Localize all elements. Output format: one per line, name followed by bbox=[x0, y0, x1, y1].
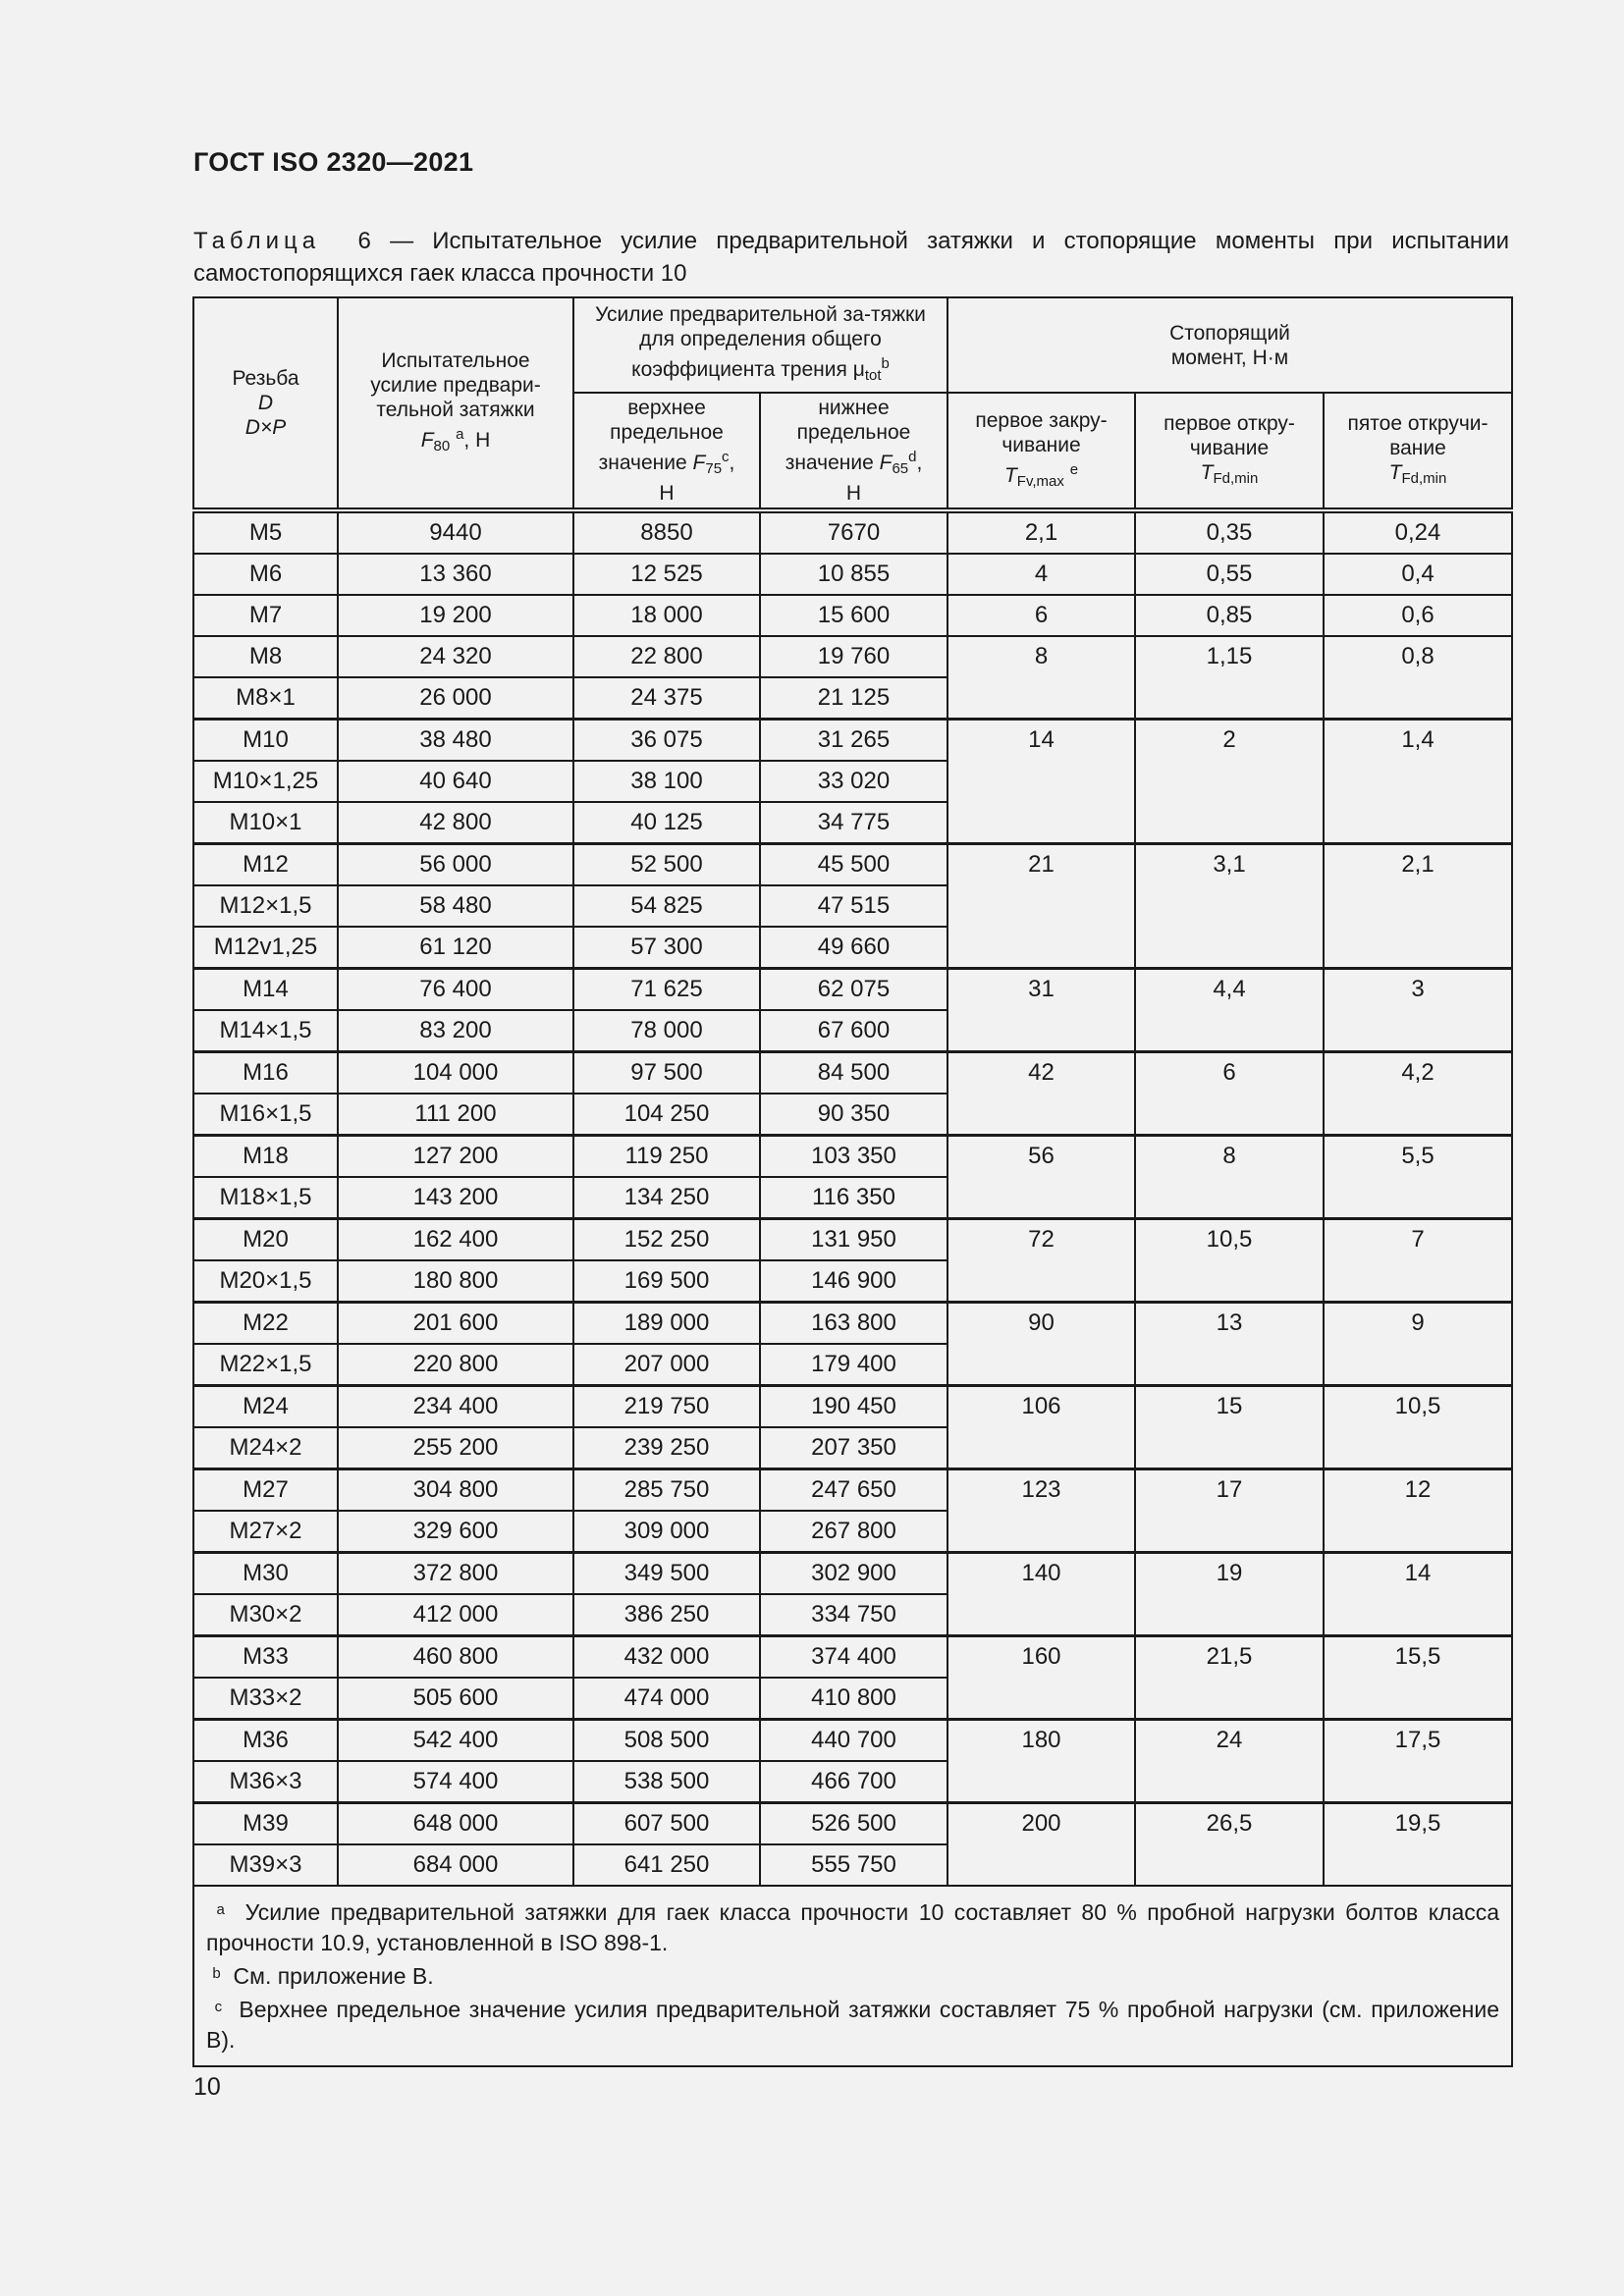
cell-thread: M10×1 bbox=[193, 802, 338, 844]
cell-thread: M24×2 bbox=[193, 1427, 338, 1469]
cell-upper-limit: 189 000 bbox=[573, 1303, 760, 1345]
cell-first-tightening: 180 bbox=[947, 1720, 1135, 1803]
cell-thread: M8×1 bbox=[193, 677, 338, 720]
table-row bbox=[193, 636, 1512, 677]
cell-lower-limit: 163 800 bbox=[760, 1303, 947, 1345]
cell-upper-limit: 119 250 bbox=[573, 1136, 760, 1178]
cell-test-force: 26 000 bbox=[338, 677, 573, 720]
cell-first-tightening: 31 bbox=[947, 969, 1135, 1052]
table-body bbox=[193, 510, 1512, 1886]
cell-first-tightening: 14 bbox=[947, 720, 1135, 844]
cell-test-force: 505 600 bbox=[338, 1678, 573, 1720]
cell-upper-limit: 386 250 bbox=[573, 1594, 760, 1636]
note-a: $^a$ Усилие предварительной затяжки для гаек класса прочности 10 составляет 80 % пробной нагрузки болтов класса прочности 10.9, установленной в ISO 898-1. bbox=[206, 1899, 1500, 1955]
cell-upper-limit: 432 000 bbox=[573, 1636, 760, 1679]
cell-test-force: 143 200 bbox=[338, 1177, 573, 1219]
cell-first-loosening: 0,85 bbox=[1135, 595, 1324, 636]
cell-thread: M12 bbox=[193, 844, 338, 886]
header-thread: Резьба D D×P bbox=[193, 297, 338, 510]
cell-test-force: 40 640 bbox=[338, 761, 573, 802]
cell-lower-limit: 526 500 bbox=[760, 1803, 947, 1845]
cell-upper-limit: 104 250 bbox=[573, 1094, 760, 1136]
table-row bbox=[193, 1553, 1512, 1595]
cell-thread: M20×1,5 bbox=[193, 1260, 338, 1303]
cell-thread: M6 bbox=[193, 554, 338, 595]
cell-thread: M12×1,5 bbox=[193, 885, 338, 927]
cell-thread: M22 bbox=[193, 1303, 338, 1345]
cell-fifth-loosening: 0,4 bbox=[1324, 554, 1512, 595]
cell-lower-limit: 207 350 bbox=[760, 1427, 947, 1469]
cell-upper-limit: 71 625 bbox=[573, 969, 760, 1011]
cell-thread: M14 bbox=[193, 969, 338, 1011]
document-id: ГОСТ ISO 2320—2021 bbox=[193, 147, 474, 177]
cell-upper-limit: 152 250 bbox=[573, 1219, 760, 1261]
cell-test-force: 329 600 bbox=[338, 1511, 573, 1553]
cell-first-loosening: 0,35 bbox=[1135, 510, 1324, 554]
cell-first-loosening: 4,4 bbox=[1135, 969, 1324, 1052]
cell-thread: M10 bbox=[193, 720, 338, 762]
cell-test-force: 201 600 bbox=[338, 1303, 573, 1345]
table-row bbox=[193, 1303, 1512, 1345]
cell-thread: M39×3 bbox=[193, 1844, 338, 1886]
cell-upper-limit: 219 750 bbox=[573, 1386, 760, 1428]
cell-lower-limit: 7670 bbox=[760, 510, 947, 554]
cell-test-force: 574 400 bbox=[338, 1761, 573, 1803]
cell-test-force: 42 800 bbox=[338, 802, 573, 844]
table-caption bbox=[193, 225, 1509, 290]
cell-upper-limit: 52 500 bbox=[573, 844, 760, 886]
cell-lower-limit: 179 400 bbox=[760, 1344, 947, 1386]
cell-fifth-loosening: 15,5 bbox=[1324, 1636, 1512, 1720]
cell-upper-limit: 207 000 bbox=[573, 1344, 760, 1386]
cell-test-force: 412 000 bbox=[338, 1594, 573, 1636]
cell-fifth-loosening: 0,24 bbox=[1324, 510, 1512, 554]
cell-thread: M36 bbox=[193, 1720, 338, 1762]
cell-test-force: 24 320 bbox=[338, 636, 573, 677]
cell-lower-limit: 33 020 bbox=[760, 761, 947, 802]
cell-upper-limit: 97 500 bbox=[573, 1052, 760, 1095]
cell-upper-limit: 22 800 bbox=[573, 636, 760, 677]
cell-first-tightening: 200 bbox=[947, 1803, 1135, 1887]
cell-lower-limit: 267 800 bbox=[760, 1511, 947, 1553]
cell-test-force: 38 480 bbox=[338, 720, 573, 762]
table-row bbox=[193, 510, 1512, 554]
table-row bbox=[193, 554, 1512, 595]
cell-lower-limit: 21 125 bbox=[760, 677, 947, 720]
cell-lower-limit: 47 515 bbox=[760, 885, 947, 927]
cell-lower-limit: 190 450 bbox=[760, 1386, 947, 1428]
cell-lower-limit: 49 660 bbox=[760, 927, 947, 969]
cell-first-loosening: 24 bbox=[1135, 1720, 1324, 1803]
cell-thread: M14×1,5 bbox=[193, 1010, 338, 1052]
cell-thread: M30×2 bbox=[193, 1594, 338, 1636]
page-number: 10 bbox=[193, 2073, 221, 2101]
cell-first-tightening: 140 bbox=[947, 1553, 1135, 1636]
note-c: $^c$ Верхнее предельное значение усилия предварительной затяжки составляет 75 % пробной нагрузки (см. приложение В). bbox=[206, 1997, 1500, 2053]
cell-upper-limit: 36 075 bbox=[573, 720, 760, 762]
table-notes bbox=[193, 1886, 1512, 2066]
header-lower-limit: нижнее предельное значение $F_{65}^d$, Н bbox=[760, 393, 947, 510]
cell-first-tightening: 106 bbox=[947, 1386, 1135, 1469]
cell-first-loosening: 17 bbox=[1135, 1469, 1324, 1553]
header-test-force: Испытательное усилие предвари-тельной затяжки $F_{80}$ $^a$, Н bbox=[338, 297, 573, 510]
header-upper-limit: верхнее предельное значение $F_{75}^c$, Н bbox=[573, 393, 760, 510]
cell-first-tightening: 42 bbox=[947, 1052, 1135, 1136]
cell-lower-limit: 103 350 bbox=[760, 1136, 947, 1178]
table-row bbox=[193, 1469, 1512, 1512]
cell-thread: M18×1,5 bbox=[193, 1177, 338, 1219]
cell-test-force: 162 400 bbox=[338, 1219, 573, 1261]
cell-test-force: 684 000 bbox=[338, 1844, 573, 1886]
cell-first-tightening: 72 bbox=[947, 1219, 1135, 1303]
cell-fifth-loosening: 9 bbox=[1324, 1303, 1512, 1386]
cell-first-tightening: 8 bbox=[947, 636, 1135, 720]
header-fifth-loosening: пятое откручи-вание $T_{Fd,min}$ bbox=[1324, 393, 1512, 510]
cell-thread: M20 bbox=[193, 1219, 338, 1261]
cell-upper-limit: 349 500 bbox=[573, 1553, 760, 1595]
cell-test-force: 61 120 bbox=[338, 927, 573, 969]
cell-lower-limit: 90 350 bbox=[760, 1094, 947, 1136]
cell-first-loosening: 1,15 bbox=[1135, 636, 1324, 720]
cell-upper-limit: 57 300 bbox=[573, 927, 760, 969]
cell-lower-limit: 34 775 bbox=[760, 802, 947, 844]
cell-first-loosening: 0,55 bbox=[1135, 554, 1324, 595]
cell-upper-limit: 508 500 bbox=[573, 1720, 760, 1762]
note-b: $^b$ См. приложение В. bbox=[212, 1963, 434, 1989]
cell-thread: M24 bbox=[193, 1386, 338, 1428]
caption-label: Таблица bbox=[193, 228, 321, 254]
cell-test-force: 255 200 bbox=[338, 1427, 573, 1469]
cell-first-loosening: 15 bbox=[1135, 1386, 1324, 1469]
cell-test-force: 180 800 bbox=[338, 1260, 573, 1303]
caption-text: 6 — Испытательное усилие предварительной затяжки и стопорящие моменты при испытании самостопорящихся гаек класса прочности 10 bbox=[193, 228, 1509, 287]
cell-first-loosening: 6 bbox=[1135, 1052, 1324, 1136]
cell-first-loosening: 26,5 bbox=[1135, 1803, 1324, 1887]
cell-lower-limit: 555 750 bbox=[760, 1844, 947, 1886]
cell-lower-limit: 31 265 bbox=[760, 720, 947, 762]
cell-lower-limit: 440 700 bbox=[760, 1720, 947, 1762]
cell-upper-limit: 18 000 bbox=[573, 595, 760, 636]
cell-fifth-loosening: 0,8 bbox=[1324, 636, 1512, 720]
cell-test-force: 234 400 bbox=[338, 1386, 573, 1428]
cell-upper-limit: 607 500 bbox=[573, 1803, 760, 1845]
cell-lower-limit: 334 750 bbox=[760, 1594, 947, 1636]
cell-lower-limit: 67 600 bbox=[760, 1010, 947, 1052]
cell-fifth-loosening: 1,4 bbox=[1324, 720, 1512, 844]
table-row bbox=[193, 1219, 1512, 1261]
cell-upper-limit: 8850 bbox=[573, 510, 760, 554]
cell-thread: M18 bbox=[193, 1136, 338, 1178]
cell-fifth-loosening: 10,5 bbox=[1324, 1386, 1512, 1469]
header-preload-group: Усилие предварительной за-тяжки для определения общего коэффициента трения $\mu_{tot}^b$ bbox=[573, 297, 947, 393]
cell-upper-limit: 641 250 bbox=[573, 1844, 760, 1886]
cell-first-loosening: 21,5 bbox=[1135, 1636, 1324, 1720]
cell-test-force: 13 360 bbox=[338, 554, 573, 595]
cell-upper-limit: 538 500 bbox=[573, 1761, 760, 1803]
cell-upper-limit: 38 100 bbox=[573, 761, 760, 802]
cell-fifth-loosening: 7 bbox=[1324, 1219, 1512, 1303]
table-row bbox=[193, 1052, 1512, 1095]
cell-thread: M33 bbox=[193, 1636, 338, 1679]
cell-test-force: 56 000 bbox=[338, 844, 573, 886]
cell-first-tightening: 6 bbox=[947, 595, 1135, 636]
cell-test-force: 220 800 bbox=[338, 1344, 573, 1386]
cell-thread: M10×1,25 bbox=[193, 761, 338, 802]
cell-fifth-loosening: 0,6 bbox=[1324, 595, 1512, 636]
cell-lower-limit: 10 855 bbox=[760, 554, 947, 595]
cell-first-loosening: 8 bbox=[1135, 1136, 1324, 1219]
cell-upper-limit: 309 000 bbox=[573, 1511, 760, 1553]
cell-upper-limit: 24 375 bbox=[573, 677, 760, 720]
cell-first-tightening: 90 bbox=[947, 1303, 1135, 1386]
cell-test-force: 76 400 bbox=[338, 969, 573, 1011]
cell-lower-limit: 15 600 bbox=[760, 595, 947, 636]
cell-thread: M22×1,5 bbox=[193, 1344, 338, 1386]
cell-lower-limit: 146 900 bbox=[760, 1260, 947, 1303]
table-row bbox=[193, 844, 1512, 886]
table-row bbox=[193, 720, 1512, 762]
cell-first-tightening: 21 bbox=[947, 844, 1135, 969]
cell-upper-limit: 239 250 bbox=[573, 1427, 760, 1469]
cell-upper-limit: 40 125 bbox=[573, 802, 760, 844]
cell-first-loosening: 13 bbox=[1135, 1303, 1324, 1386]
cell-lower-limit: 131 950 bbox=[760, 1219, 947, 1261]
cell-fifth-loosening: 17,5 bbox=[1324, 1720, 1512, 1803]
table-row bbox=[193, 1803, 1512, 1845]
table-row bbox=[193, 595, 1512, 636]
cell-test-force: 648 000 bbox=[338, 1803, 573, 1845]
cell-thread: M16 bbox=[193, 1052, 338, 1095]
cell-first-loosening: 19 bbox=[1135, 1553, 1324, 1636]
cell-first-loosening: 2 bbox=[1135, 720, 1324, 844]
torque-table bbox=[192, 296, 1513, 2067]
cell-test-force: 104 000 bbox=[338, 1052, 573, 1095]
cell-thread: M16×1,5 bbox=[193, 1094, 338, 1136]
cell-thread: M33×2 bbox=[193, 1678, 338, 1720]
cell-fifth-loosening: 5,5 bbox=[1324, 1136, 1512, 1219]
cell-first-tightening: 160 bbox=[947, 1636, 1135, 1720]
cell-first-loosening: 3,1 bbox=[1135, 844, 1324, 969]
cell-fifth-loosening: 4,2 bbox=[1324, 1052, 1512, 1136]
cell-upper-limit: 474 000 bbox=[573, 1678, 760, 1720]
cell-thread: M36×3 bbox=[193, 1761, 338, 1803]
cell-upper-limit: 285 750 bbox=[573, 1469, 760, 1512]
cell-test-force: 127 200 bbox=[338, 1136, 573, 1178]
cell-first-tightening: 123 bbox=[947, 1469, 1135, 1553]
cell-lower-limit: 247 650 bbox=[760, 1469, 947, 1512]
cell-test-force: 58 480 bbox=[338, 885, 573, 927]
cell-lower-limit: 374 400 bbox=[760, 1636, 947, 1679]
cell-lower-limit: 19 760 bbox=[760, 636, 947, 677]
cell-test-force: 542 400 bbox=[338, 1720, 573, 1762]
table-row bbox=[193, 1720, 1512, 1762]
table-row bbox=[193, 1636, 1512, 1679]
cell-lower-limit: 84 500 bbox=[760, 1052, 947, 1095]
header-first-tightening: первое закру-чивание $T_{Fv,max}$ $^e$ bbox=[947, 393, 1135, 510]
cell-thread: M7 bbox=[193, 595, 338, 636]
cell-lower-limit: 410 800 bbox=[760, 1678, 947, 1720]
cell-thread: M39 bbox=[193, 1803, 338, 1845]
cell-fifth-loosening: 3 bbox=[1324, 969, 1512, 1052]
cell-first-tightening: 56 bbox=[947, 1136, 1135, 1219]
cell-lower-limit: 62 075 bbox=[760, 969, 947, 1011]
table-row bbox=[193, 969, 1512, 1011]
cell-lower-limit: 466 700 bbox=[760, 1761, 947, 1803]
cell-upper-limit: 169 500 bbox=[573, 1260, 760, 1303]
cell-thread: M30 bbox=[193, 1553, 338, 1595]
cell-upper-limit: 78 000 bbox=[573, 1010, 760, 1052]
cell-test-force: 111 200 bbox=[338, 1094, 573, 1136]
cell-thread: M27×2 bbox=[193, 1511, 338, 1553]
cell-first-tightening: 4 bbox=[947, 554, 1135, 595]
table-row bbox=[193, 1386, 1512, 1428]
cell-upper-limit: 134 250 bbox=[573, 1177, 760, 1219]
header-first-loosening: первое откру-чивание $T_{Fd,min}$ bbox=[1135, 393, 1324, 510]
cell-upper-limit: 54 825 bbox=[573, 885, 760, 927]
cell-upper-limit: 12 525 bbox=[573, 554, 760, 595]
cell-thread: M12v1,25 bbox=[193, 927, 338, 969]
cell-fifth-loosening: 12 bbox=[1324, 1469, 1512, 1553]
cell-test-force: 460 800 bbox=[338, 1636, 573, 1679]
cell-fifth-loosening: 2,1 bbox=[1324, 844, 1512, 969]
cell-thread: M5 bbox=[193, 510, 338, 554]
cell-test-force: 304 800 bbox=[338, 1469, 573, 1512]
cell-thread: M27 bbox=[193, 1469, 338, 1512]
cell-test-force: 83 200 bbox=[338, 1010, 573, 1052]
cell-lower-limit: 302 900 bbox=[760, 1553, 947, 1595]
cell-first-loosening: 10,5 bbox=[1135, 1219, 1324, 1303]
table-row bbox=[193, 1136, 1512, 1178]
cell-test-force: 9440 bbox=[338, 510, 573, 554]
cell-fifth-loosening: 19,5 bbox=[1324, 1803, 1512, 1887]
cell-lower-limit: 45 500 bbox=[760, 844, 947, 886]
cell-thread: M8 bbox=[193, 636, 338, 677]
cell-fifth-loosening: 14 bbox=[1324, 1553, 1512, 1636]
cell-first-tightening: 2,1 bbox=[947, 510, 1135, 554]
cell-test-force: 19 200 bbox=[338, 595, 573, 636]
cell-test-force: 372 800 bbox=[338, 1553, 573, 1595]
cell-lower-limit: 116 350 bbox=[760, 1177, 947, 1219]
header-torque-group: Стопорящий момент, Н·м bbox=[947, 297, 1512, 393]
